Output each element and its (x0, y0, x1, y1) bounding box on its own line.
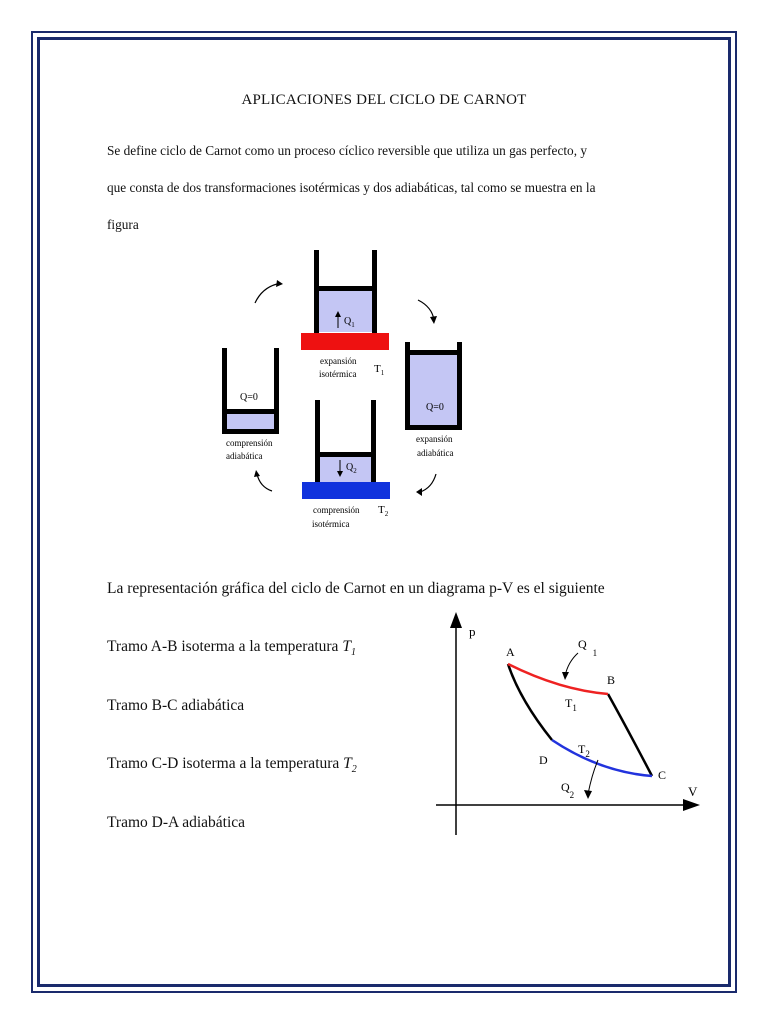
piston (315, 452, 376, 457)
heat-label: Q=0 (240, 392, 258, 403)
cylinder-adiabatic-compression (222, 348, 279, 461)
carnot-cycle-figure (215, 240, 475, 540)
hot-reservoir (301, 333, 389, 350)
gas-volume (227, 414, 274, 429)
intro-line: Se define ciclo de Carnot como un proceso cíclico reversible que utiliza un gas perfecto, y (107, 143, 587, 158)
tramo-da: Tramo D-A adiabática (107, 814, 246, 831)
p-axis-label: p (469, 624, 476, 639)
heat-label: $Q_2$ (346, 462, 357, 475)
cylinder-adiabatic-expansion (405, 342, 462, 458)
tramo-cd: Tramo C-D isoterma a la temperatura $T_2$ (107, 755, 357, 776)
heat-label: Q=0 (426, 402, 444, 413)
pv-diagram (425, 605, 715, 840)
heat-label: $Q_1$ (344, 316, 355, 329)
t1-label: $T_1$ (565, 696, 577, 713)
arrow-down-icon (584, 790, 592, 799)
v-axis-label: V (688, 784, 698, 799)
piston (314, 286, 377, 291)
temperature-label: $T_2$ (378, 504, 389, 518)
arrow-right-icon (683, 799, 700, 811)
t2-label: $T_2$ (578, 742, 590, 759)
point-a-label: A (506, 645, 515, 659)
curved-arrow-icon (420, 474, 436, 492)
process-label: adiabática (226, 451, 263, 461)
q1-label: $Q_1$ (578, 637, 598, 658)
piston (405, 350, 462, 355)
process-label: expansión (320, 356, 357, 366)
point-c-label: C (658, 768, 667, 782)
gas-volume (410, 355, 457, 425)
cold-reservoir (302, 482, 390, 499)
arrow-up-icon (450, 612, 462, 628)
point-d-label: D (539, 753, 548, 767)
tramo-bc: Tramo B-C adiabática (107, 697, 245, 714)
temperature-label: $T_1$ (374, 363, 385, 377)
intro-line: figura (107, 217, 139, 232)
piston (222, 409, 279, 414)
q2-arrow (588, 760, 598, 794)
process-label: adiabática (417, 448, 454, 458)
intro-paragraph (107, 132, 667, 243)
pv-intro-text: La representación gráfica del ciclo de Carnot en un diagrama p-V es el siguiente (107, 580, 605, 597)
tramo-ab: Tramo A-B isoterma a la temperatura $T_1$ (107, 638, 356, 659)
process-label: isotérmica (312, 519, 350, 529)
isotherm-t1 (508, 664, 608, 694)
process-label: expansión (416, 434, 453, 444)
arrow-down-icon (562, 672, 569, 680)
document-title: APLICACIONES DEL CICLO DE CARNOT (241, 92, 527, 108)
process-label: isotérmica (319, 369, 357, 379)
intro-line: que consta de dos transformaciones isotérmicas y dos adiabáticas, tal como se muestra en la (107, 180, 596, 195)
point-b-label: B (607, 673, 616, 687)
process-label: comprensión (226, 438, 273, 448)
cylinder-isothermal-compression (302, 400, 390, 529)
curved-arrow-icon (257, 474, 272, 491)
q2-label: $Q_2$ (561, 780, 575, 800)
cylinder-isothermal-expansion (301, 250, 389, 379)
curved-arrow-icon (255, 284, 277, 303)
process-label: comprensión (313, 505, 360, 515)
adiabat-bc (608, 694, 652, 776)
